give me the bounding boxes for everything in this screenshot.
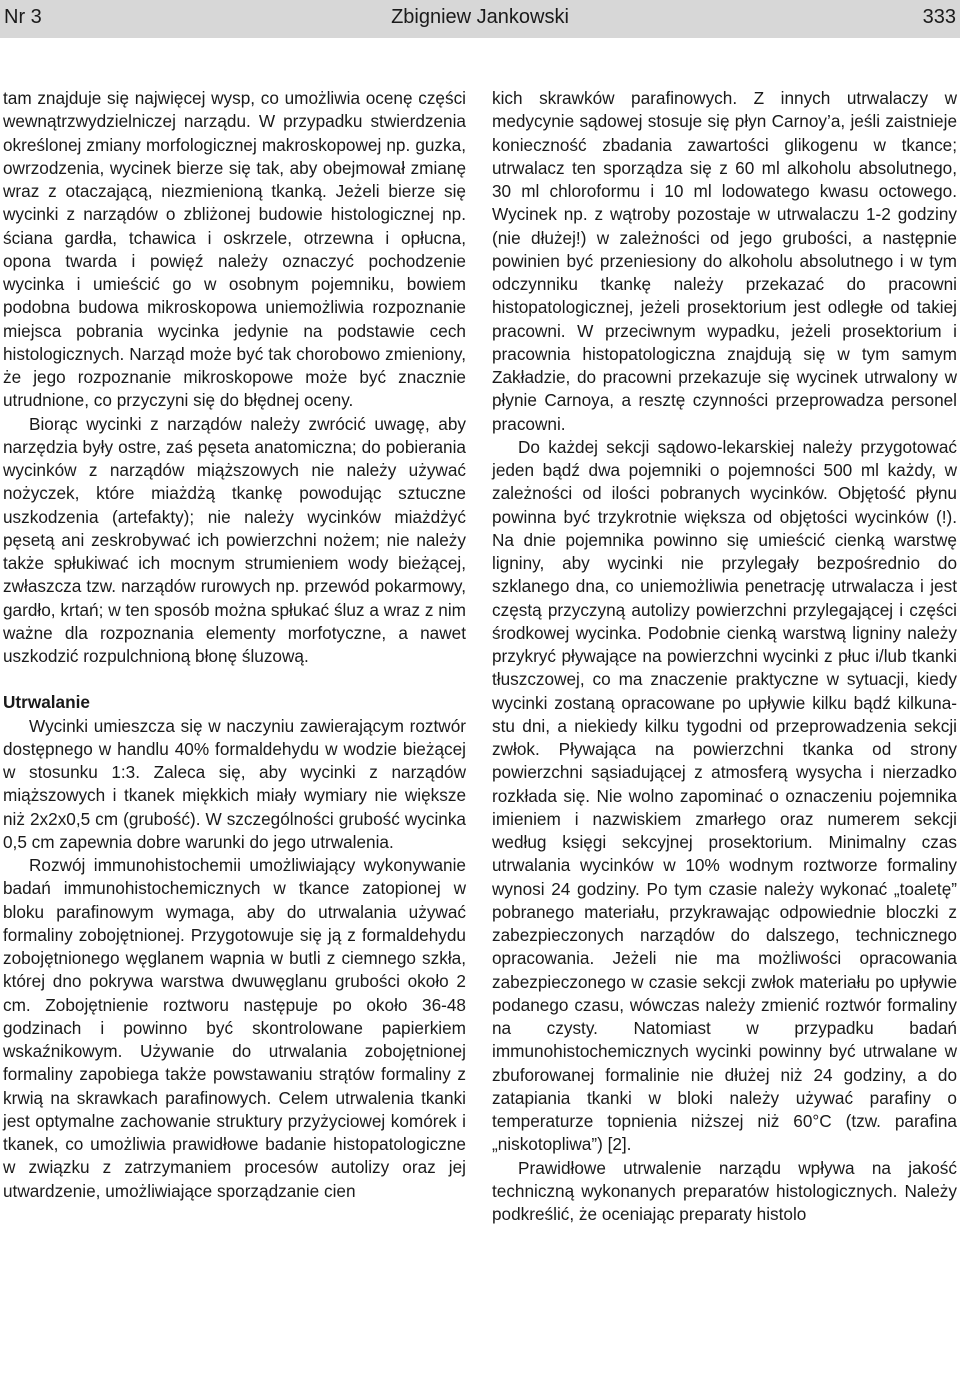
header-page-number: 333 bbox=[922, 6, 956, 28]
section-heading-fixation: Utrwalanie bbox=[3, 692, 90, 713]
paragraph-instruments: Biorąc wycinki z narządów należy zwrócić uwagę, aby narzędzia były ostre, zaś pęseta anatomiczna; do pobierania wycinków z narządów miąższowych nie należy używać nożyczek, które miażdżą tkankę powodując sztuczne uszkodzenia (artefakty); nie należy wycinków miażdżyć pęsetą ani zeskrobywać ich powierzchni nożem; nie należy także spłukiwać ich mocnym strumieniem wody bieżącej, zwłaszcza tzw. narządów rurowych np. przewód pokarmowy, gardło, krtań; w ten sposób można spłukać śluz a wraz z nim ważne dla rozpoznania elementy morfotyczne, a nawet uszkodzić rozpulchnioną błonę śluzową. bbox=[3, 413, 466, 666]
paragraph-carnoy: kich skrawków parafinowych. Z innych utrwalaczy w medycynie sądowej stosuje się płyn Carnoy’a, jeśli zaistnieje konieczność zbadania zawartości glikogenu w tkance; utrwalacz ten sporządza się z 60 ml alkoholu absolutnego, 30 ml chloroformu i 10 ml lodowatego kwasu octowego. Wycinek np. z wątroby pozostaje w utrwalaczu 1-2 godziny (nie dłużej!) w zależności od jego grubości, a następnie powinien być przeniesiony do alkoholu absolutnego i w tym odczynniku tkankę należy przekazać do pracowni histopatologicznej, jeżeli prosektorium jest odległe od takiej pracowni. W przeciwnym wypadku, jeżeli prosektorium i pracownia histopatologiczna znajdują się w tym samym Zakładzie, do pracowni przekazuje się wycinek utrwalony w płynie Carnoya, a resztę czynności przeprowadza personel pracowni. bbox=[492, 88, 957, 434]
header-author: Zbigniew Jankowski bbox=[391, 6, 569, 28]
left-column bbox=[3, 87, 466, 1203]
paragraph-proper-fixation: Prawidłowe utrwalenie narządu wpływa na jakość techniczną wykonanych preparatów histologicznych. Należy podkreślić, że oceniając preparaty histolo bbox=[492, 1157, 957, 1224]
paragraph-containers: Do każdej sekcji sądowo-lekarskiej należy przygotować jeden bądź dwa pojemniki o pojemności 500 ml każdy, w zależności od ilości pobranych wycinków. Objętość płynu powinna być trzykrotnie większa od objętości wycinków (!). Na dnie pojemnika powinno się umieścić cienką warstwę ligniny, aby wycinki nie przylegały bezpośrednio do szklanego dna, co uniemożliwia penetrację utrwalacza i jest częstą przyczyną autolizy powierzchni przylegającej i części środkowej wycinka. Podobnie cienką warstwą ligniny należy przykryć pływające na powierzchni wycinki z płuc i/lub tkanki tłuszczowej, co ma znaczenie praktyczne w sytuacji, kiedy wycinki zostaną opracowane po upływie kilku bądź kilkunastu dni, a niekiedy kilku tygodni od przeprowadzenia sekcji zwłok. Pływająca na powierzchni tkanka od strony powierzchni sąsiadującej z atmosferą wysycha i nierzadko rozkłada się. Nie wolno zapominać o oznaczeniu pojemnika imieniem i nazwiskiem zmarłego oraz numerem sekcji według księgi sekcyjnej prosektorium. Minimalny czas utrwalania wycinków w 10% wodnym roztworze formaliny wynosi 24 godziny. Po tym czasie należy wykonać „toaletę” pobranego materiału, przykrawając odpowiednie bloczki z zabezpieczonych narządów do dalszego, technicznego opracowania. Jeżeli nie ma możliwości opracowania zabezpieczonego w czasie sekcji zwłok materiału po upływie podanego czasu, wówczas należy zmienić roztwór formaliny na czysty. Natomiast w przypadku badań immunohistochemicznych wycinki powinny być utrwalane w zbuforowanej formalinie nie dłużej niż 24 godziny, a do zatapiania tkanki w bloki należy używać parafiny o temperaturze topnienia niższej niż 60°C (tzw. parafina „niskotopliwa”) [2]. bbox=[492, 436, 957, 1155]
running-header bbox=[0, 0, 960, 38]
paragraph-formaldehyde: Wycinki umieszcza się w naczyniu zawierającym roztwór dostępnego w handlu 40% formaldehydu w wodzie bieżącej w stosunku 1:3. Zaleca się, aby wycinki z narządów miąższowych i tkanek miękkich miały wymiary nie większe niż 2x2x0,5 cm (grubość). W szczególności grubość wycinka 0,5 cm zapewnia dobre warunki do jego utrwalenia. bbox=[3, 715, 466, 852]
paragraph-immunohistochemistry: Rozwój immunohistochemii umożliwiający wykonywanie badań immunohistochemicznych w tkance zatopionej w bloku parafinowym wymaga, aby do utrwalania używać formaliny zobojętnionej. Przygotowuje się ją z formaldehydu zobojętnionego węglanem wapnia w butli z ciemnego szkła, której dno pokrywa warstwa dwuwęglanu grubości około 2 cm. Zobojętnienie roztworu następuje po około 36-48 godzinach i powinno być skontrolowane papierkiem wskaźnikowym. Używanie do utrwalania zobojętnionej formaliny zapobiega także powstawaniu strątów formaliny z krwią na skrawkach parafinowych. Celem utrwalenia tkanki jest optymalne zachowanie struktury przyżyciowej komórek i tkanek, co umożliwia prawidłowe badanie histopatologiczne w związku z zatrzymaniem procesów autolizy oraz jej utwardzenie, umożliwiające sporządzanie cien bbox=[3, 855, 466, 1201]
header-issue-number: Nr 3 bbox=[4, 6, 42, 28]
paragraph-sampling-notes: tam znajduje się najwięcej wysp, co umożliwia ocenę części wewnątrzwydzielniczej narządu. W przypadku stwierdzenia określonej zmiany morfologicznej makroskopowej np. guzka, owrzodzenia, wycinek bierze się tak, aby obejmował zmianę wraz z otaczającą, niezmienioną tkanką. Jeżeli bierze się wycinki z narządów o zbliżonej budowie histologicznej np. ściana gardła, tchawica i oskrzele, otrzewna i opłucna, opona twarda i powięź należy oznaczyć pochodzenie wycinka i umieścić go w osobnym pojemniku, bowiem podobna budowa mikroskopowa uniemożliwia rozpoznanie miejsca pobrania wycinka jedynie na podstawie cech histologicznych. Narząd może być tak chorobowo zmieniony, że jego rozpoznanie mikroskopowe może być znacznie utrudnione, co przyczyni się do błędnej oceny. bbox=[3, 88, 466, 411]
right-column bbox=[492, 87, 957, 1226]
